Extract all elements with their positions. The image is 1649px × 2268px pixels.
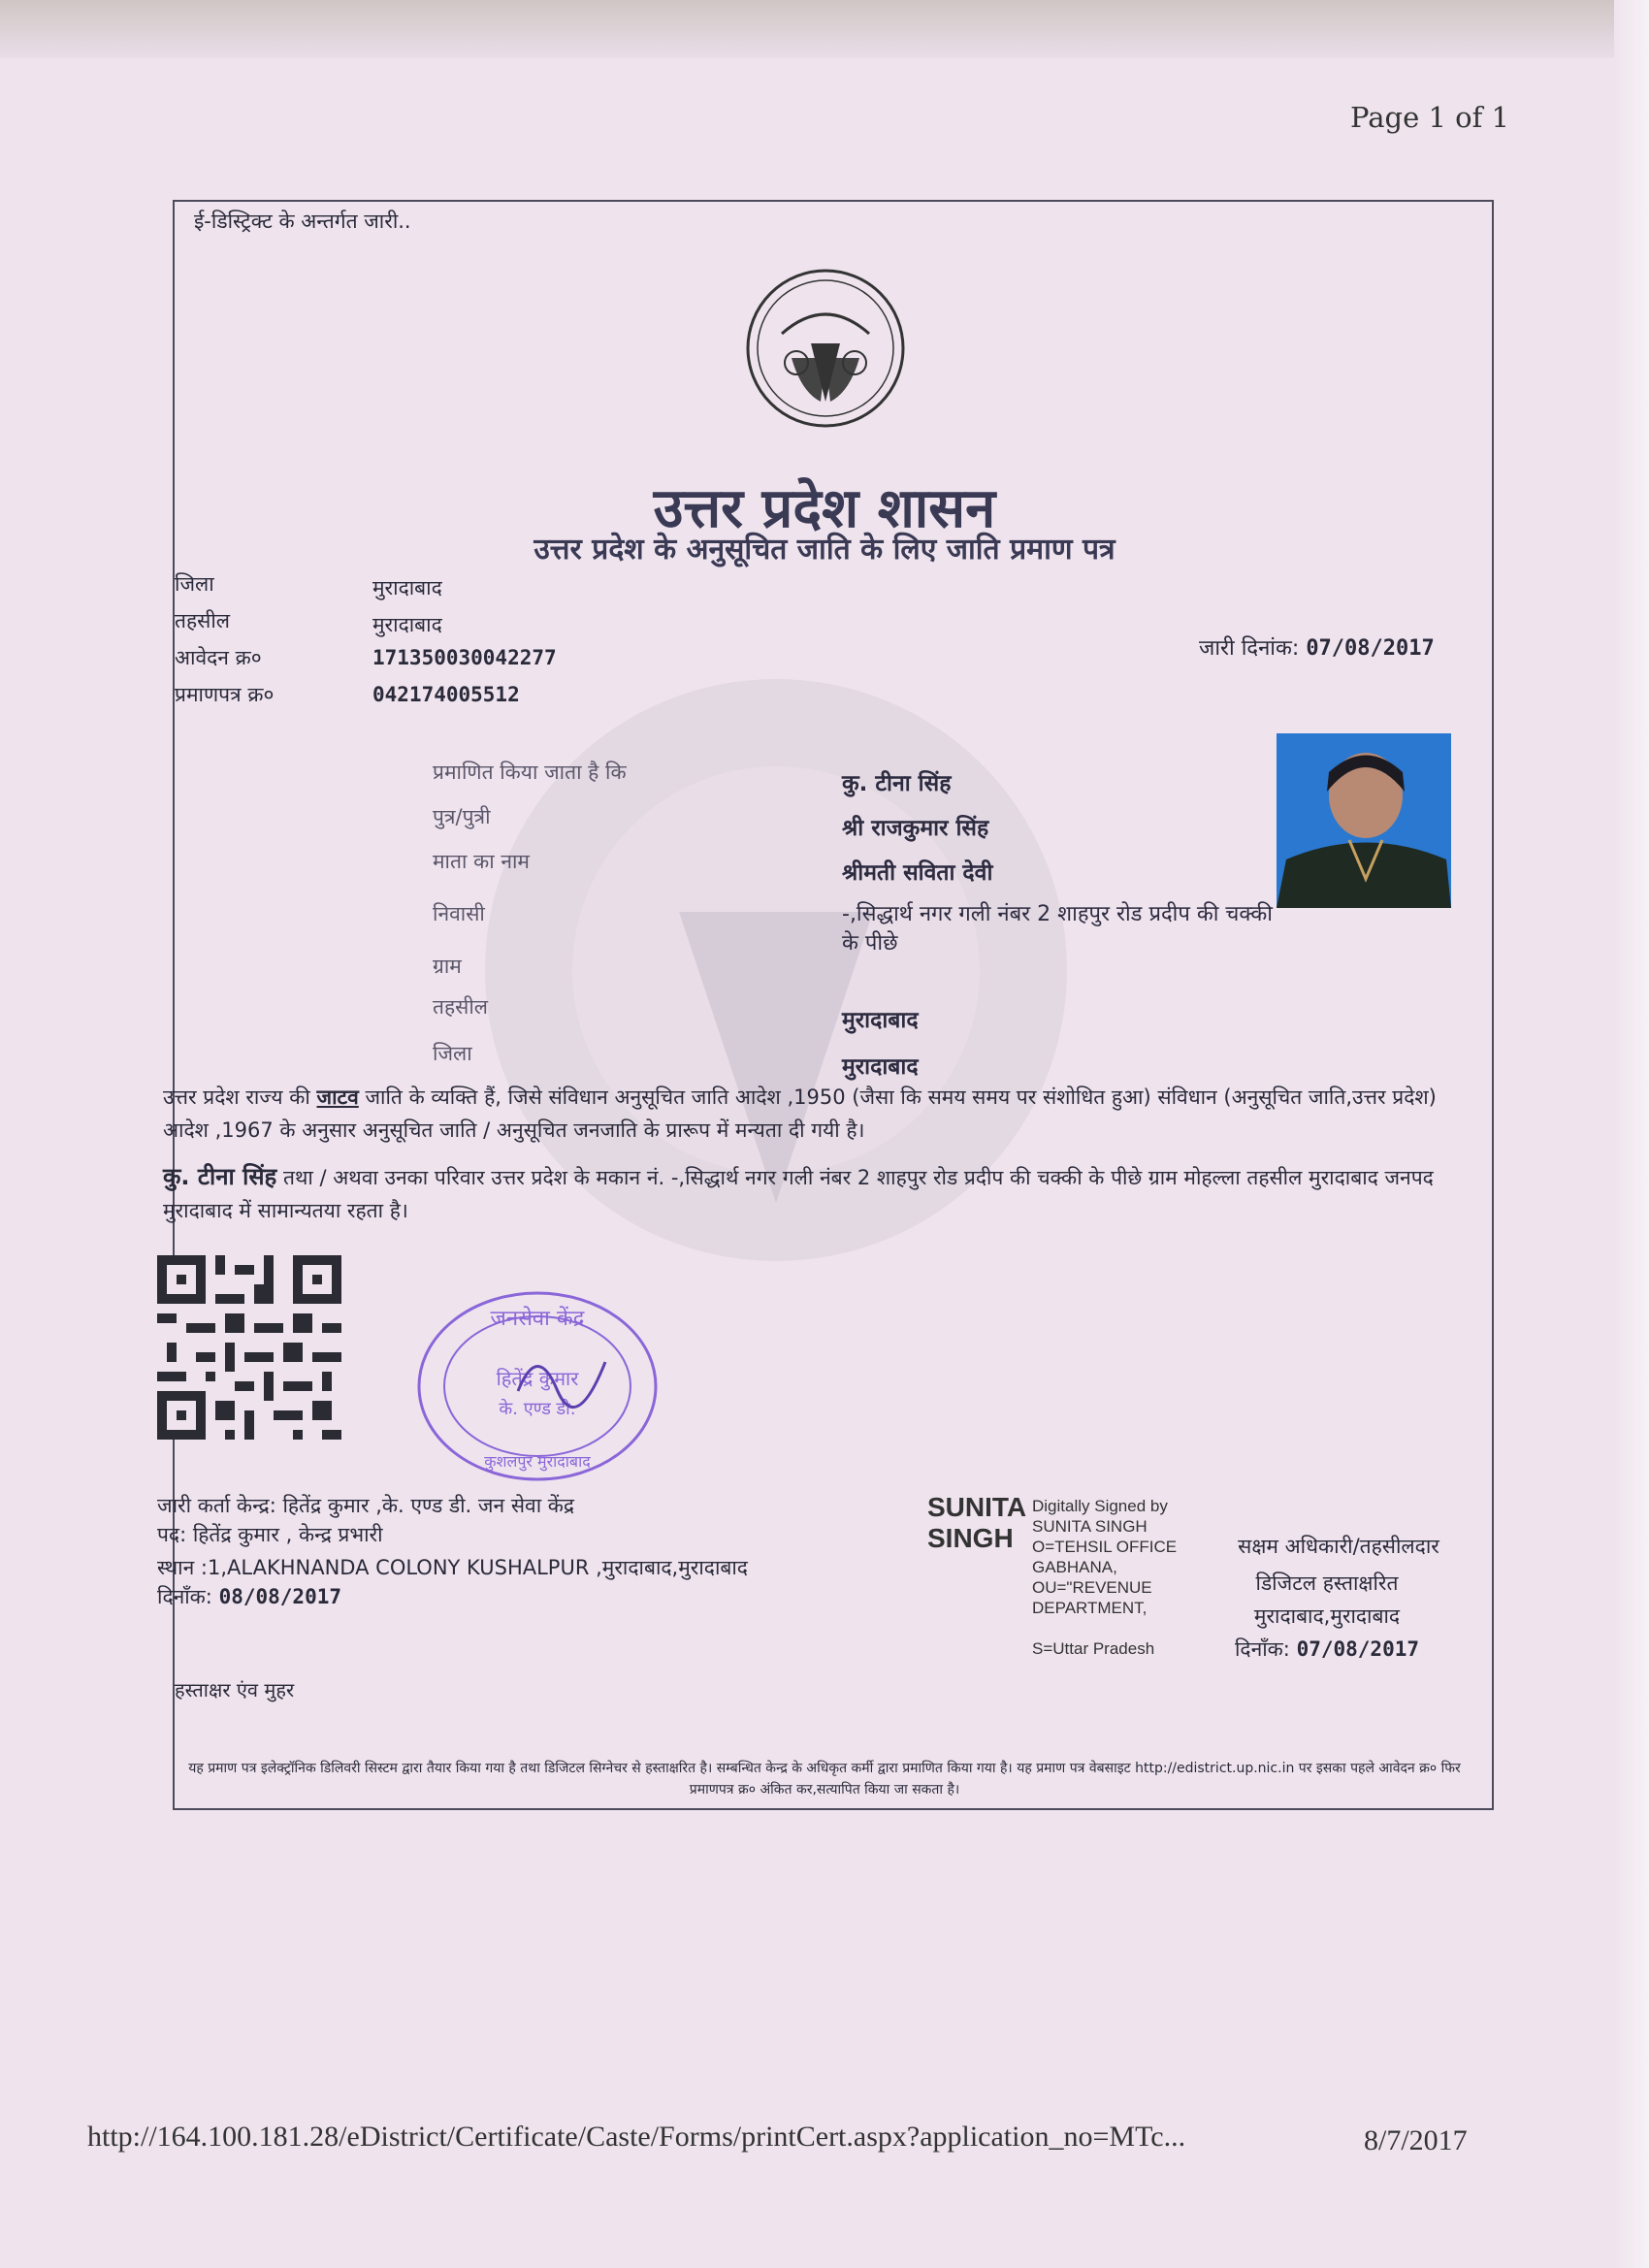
caste-paragraph-rest: जाति के व्यक्ति हैं, जिसे संविधान अनुसूचित जाति आदेश ,1950 (जैसा कि समय समय पर संशोधित हुआ) संविधान (अनुसूचित जाति,उत्तर प्रदेश) आदेश ,1967 के अनुसार अनुसूचित जाति / अनुसूचित जनजाति के प्रारूप में मन्यता दी गयी है। <box>163 1085 1437 1142</box>
district-label: जिला <box>175 572 214 596</box>
resident-label: निवासी <box>433 902 485 925</box>
child-of-label: पुत्र/पुत्री <box>433 805 491 828</box>
certificate-number-label: प्रमाणपत्र क्र० <box>175 683 275 706</box>
caste-name: जाटव <box>316 1085 359 1109</box>
browser-print-url: http://164.100.181.28/eDistrict/Certificate/Caste/Forms/printCert.aspx?application_no=MTc... <box>87 2121 1186 2153</box>
issuer-date <box>157 1583 341 1610</box>
qr-code-icon <box>157 1255 341 1440</box>
signature-date-value: 07/08/2017 <box>1296 1637 1419 1661</box>
digital-line: SUNITA SINGH <box>1032 1517 1148 1536</box>
page-number: Page 1 of 1 <box>1350 101 1509 134</box>
residence-paragraph-name: कु. टीना सिंह <box>163 1163 277 1190</box>
up-emblem-icon <box>743 266 908 431</box>
digital-line <box>1032 1618 1197 1638</box>
signature-date-label: दिनाँक: <box>1234 1637 1290 1661</box>
application-number: 171350030042277 <box>372 646 557 669</box>
certificate-subtitle: उत्तर प्रदेश के अनुसूचित जाति के लिए जाति प्रमाण पत्र <box>534 533 1116 567</box>
person-photo-icon <box>1277 733 1451 908</box>
certificate-number: 042174005512 <box>372 683 520 706</box>
scan-top-edge <box>0 0 1649 58</box>
resident-address: -,सिद्धार्थ नगर गली नंबर 2 शाहपुर रोड प्रदीप की चक्की के पीछे <box>842 902 1273 956</box>
digital-signature-block <box>1032 1496 1197 1659</box>
digital-line: S=Uttar Pradesh <box>1032 1639 1155 1658</box>
digital-line: DEPARTMENT, <box>1032 1599 1148 1617</box>
certificate-title: उत्तर प्रदेश शासन <box>653 477 996 540</box>
issue-date-label: जारी दिनांक: <box>1199 636 1300 661</box>
issuer-date-value: 08/08/2017 <box>218 1585 342 1608</box>
signer-name-line-2: SINGH <box>927 1523 1014 1553</box>
applicant-photo <box>1277 733 1451 908</box>
father-name: श्री राजकुमार सिंह <box>842 816 989 841</box>
residence-paragraph-text: तथा / अथवा उनका परिवार उत्तर प्रदेश के मकान नं. -,सिद्धार्थ नगर गली नंबर 2 शाहपुर रोड प्रदीप की चक्की के पीछे ग्राम मोहल्ला तहसील मुरादाबाद जनपद मुरादाबाद में सामान्यतया रहता है। <box>163 1166 1434 1222</box>
application-label: आवेदन क्र० <box>175 646 262 669</box>
sign-and-seal-label: हस्ताक्षर एंव मुहर <box>175 1678 295 1701</box>
issued-under-text: ई-डिस्ट्रिक्ट के अन्तर्गत जारी.. <box>194 210 411 233</box>
browser-print-date: 8/7/2017 <box>1364 2124 1468 2156</box>
details-tehsil-value: मुरादाबाद <box>842 1008 919 1033</box>
footer-note: यह प्रमाण पत्र इलेक्ट्रॉनिक डिलिवरी सिस्टम द्वारा तैयार किया गया है तथा डिजिटल सिग्नेचर से हस्ताक्षरित है। सम्बन्धित केन्द्र के अधिकृत कर्मी द्वारा प्रमाणित किया गया है। यह प्रमाण पत्र वेबसाइट http://edistrict.up.nic.in पर इसका पहले आवेदन क्र० फिर प्रमाणपत्र क्र० अंकित कर,सत्यापित किया जा सकता है। <box>188 1761 1461 1798</box>
residence-paragraph <box>163 1160 1463 1227</box>
mother-name: श्रीमती सविता देवी <box>842 860 993 886</box>
digital-line: GABHANA, <box>1032 1558 1117 1576</box>
signature-date <box>1181 1636 1472 1663</box>
digital-line: O=TEHSIL OFFICE <box>1032 1538 1178 1556</box>
digital-line: OU="REVENUE <box>1032 1578 1152 1597</box>
details-tehsil-label: तहसील <box>433 995 488 1019</box>
issuer-place: स्थान :1,ALAKHNANDA COLONY KUSHALPUR ,मुरादाबाद,मुरादाबाद <box>157 1556 748 1579</box>
tehsil-label: तहसील <box>175 609 230 632</box>
details-district-value: मुरादाबाद <box>842 1054 919 1080</box>
stamp-middle-text: हितेंद्र कुमार <box>496 1367 579 1390</box>
issuer-date-label: दिनाँक: <box>157 1585 212 1608</box>
digitally-signed-label: डिजिटल हस्ताक्षरित <box>1255 1571 1399 1595</box>
scan-right-edge <box>1614 0 1649 2268</box>
village-label: ग्राम <box>433 955 462 978</box>
signer-name-line-1: SUNITA <box>927 1492 1027 1522</box>
tehsil-value: मुरादाबाद <box>372 613 442 636</box>
details-district-label: जिला <box>433 1042 472 1065</box>
centre-stamp-icon <box>411 1284 663 1488</box>
mother-label: माता का नाम <box>433 850 530 873</box>
issue-date <box>1199 632 1435 662</box>
stamp-bottom-text: कुशलपुर मुरादाबाद <box>484 1452 591 1471</box>
stamp-top-text: जनसेवा केंद्र <box>490 1307 585 1331</box>
digital-line: Digitally Signed by <box>1032 1497 1168 1515</box>
stamp-sub-text: के. एण्ड डी. <box>499 1399 576 1419</box>
issuer-post: पद: हितेंद्र कुमार , केन्द्र प्रभारी <box>157 1523 383 1546</box>
officer-designation: सक्षम अधिकारी/तहसीलदार <box>1238 1535 1439 1558</box>
certified-label: प्रमाणित किया जाता है कि <box>433 761 627 784</box>
signer-name <box>927 1492 1026 1554</box>
issuing-centre: जारी कर्ता केन्द्र: हितेंद्र कुमार ,के. एण्ड डी. जन सेवा केंद्र <box>157 1494 575 1517</box>
issue-date-value: 07/08/2017 <box>1306 636 1435 661</box>
district-value: मुरादाबाद <box>372 576 442 599</box>
signature-location: मुरादाबाद,मुरादाबाद <box>1253 1604 1401 1628</box>
applicant-name: कु. टीना सिंह <box>842 771 952 796</box>
caste-paragraph-start: उत्तर प्रदेश राज्य की <box>163 1085 310 1109</box>
caste-paragraph <box>163 1081 1463 1147</box>
